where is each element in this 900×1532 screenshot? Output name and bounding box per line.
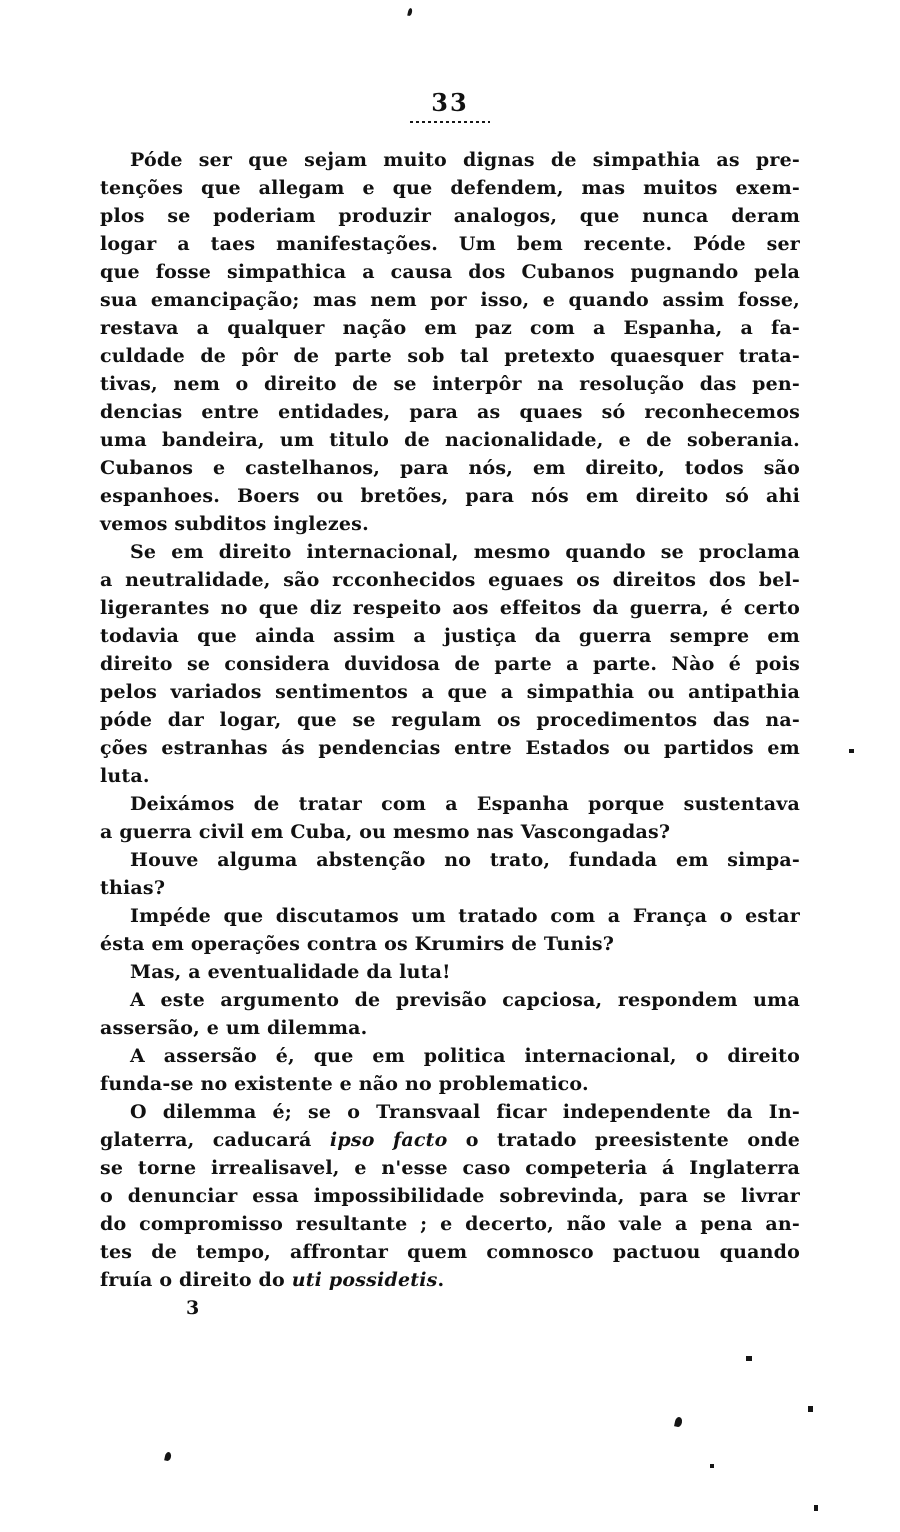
text-line: funda-se no existente e não no problematico.: [100, 1073, 589, 1095]
text-line: vemos subditos inglezes.: [100, 513, 369, 535]
text-line: ligerantes no que diz respeito aos effeitos da guerra, é certo: [100, 597, 800, 619]
text-line: O dilemma é; se o Transvaal ficar independente da In-: [130, 1101, 800, 1123]
paragraph: [100, 902, 800, 958]
text-block: [100, 146, 800, 1322]
paragraph: [100, 1098, 800, 1294]
text-line: a neutralidade, são rcconhecidos eguaes os direitos dos bel-: [100, 569, 800, 591]
text-line: Cubanos e castelhanos, para nós, em direito, todos são: [100, 457, 800, 479]
text-line: Deixámos de tratar com a Espanha porque sustentava: [130, 793, 800, 815]
page-number-rule: [410, 121, 490, 123]
text-line: A assersão é, que em politica internacional, o direito: [130, 1045, 800, 1067]
text-line: luta.: [100, 765, 150, 787]
text-line: plos se poderiam produzir analogos, que nunca deram: [100, 205, 800, 227]
scan-speck: [814, 1505, 818, 1511]
scan-speck: [808, 1406, 813, 1412]
text-line: direito se considera duvidosa de parte a parte. Nào é pois: [100, 653, 800, 675]
scan-speck: [164, 1451, 172, 1461]
text-line: tivas, nem o direito de se interpôr na resolução das pen-: [100, 373, 800, 395]
italic-text: ipso facto: [329, 1129, 448, 1151]
paragraph: [100, 538, 800, 790]
scan-speck: [746, 1356, 752, 1361]
text-line: assersão, e um dilemma.: [100, 1017, 368, 1039]
text-line: Houve alguma abstenção no trato, fundada em simpa-: [130, 849, 800, 871]
text-line: Mas, a eventualidade da luta!: [130, 961, 451, 983]
signature-mark: 3: [186, 1297, 200, 1319]
text-line: o denunciar essa impossibilidade sobrevinda, para se livrar: [100, 1185, 800, 1207]
page-header: [0, 90, 900, 123]
page-number: 33: [431, 88, 469, 117]
text-line: todavia que ainda assim a justiça da guerra sempre em: [100, 625, 800, 647]
text-line: espanhoes. Boers ou bretões, para nós em direito só ahi: [100, 485, 800, 507]
text-line: Póde ser que sejam muito dignas de simpathia as pre-: [130, 149, 800, 171]
scan-speck: [849, 749, 854, 753]
paragraph: [100, 790, 800, 846]
scan-speck: [407, 8, 413, 17]
paragraph: [100, 846, 800, 902]
text-line: Impéde que discutamos um tratado com a França o estar: [130, 905, 800, 927]
text-line: restava a qualquer nação em paz com a Espanha, a fa-: [100, 317, 800, 339]
text-line: ções estranhas ás pendencias entre Estados ou partidos em: [100, 737, 800, 759]
text-line: glaterra, caducará ipso facto o tratado preesistente onde: [100, 1129, 800, 1151]
text-line: tenções que allegam e que defendem, mas muitos exem-: [100, 177, 800, 199]
text-line: a guerra civil em Cuba, ou mesmo nas Vascongadas?: [100, 821, 671, 843]
text-line: pelos variados sentimentos a que a simpathia ou antipathia: [100, 681, 800, 703]
text-line: dencias entre entidades, para as quaes só reconhecemos: [100, 401, 800, 423]
text-line: póde dar logar, que se regulam os procedimentos das na-: [100, 709, 800, 731]
paragraph: [100, 986, 800, 1042]
text-line: culdade de pôr de parte sob tal pretexto quaesquer trata-: [100, 345, 800, 367]
text-line: sua emancipação; mas nem por isso, e quando assim fosse,: [100, 289, 800, 311]
paragraph: [100, 958, 800, 986]
text-line: uma bandeira, um titulo de nacionalidade, e de soberania.: [100, 429, 800, 451]
text-line: ésta em operações contra os Krumirs de Tunis?: [100, 933, 615, 955]
scan-speck: [674, 1416, 683, 1427]
paragraph: [100, 1042, 800, 1098]
text-line: que fosse simpathica a causa dos Cubanos pugnando pela: [100, 261, 800, 283]
italic-text: uti possidetis: [291, 1269, 438, 1291]
text-line: do compromisso resultante ; e decerto, não vale a pena an-: [100, 1213, 800, 1235]
text-line: tes de tempo, affrontar quem comnosco pactuou quando: [100, 1241, 800, 1263]
text-line: se torne irrealisavel, e n'esse caso competeria á Inglaterra: [100, 1157, 800, 1179]
text-line: A este argumento de previsão capciosa, respondem uma: [130, 989, 800, 1011]
text-line: thias?: [100, 877, 166, 899]
text-line: fruía o direito do uti possidetis.: [100, 1269, 445, 1291]
scan-speck: [710, 1464, 714, 1468]
text-line: Se em direito internacional, mesmo quando se proclama: [130, 541, 800, 563]
paragraph: [100, 146, 800, 538]
text-line: logar a taes manifestações. Um bem recente. Póde ser: [100, 233, 800, 255]
